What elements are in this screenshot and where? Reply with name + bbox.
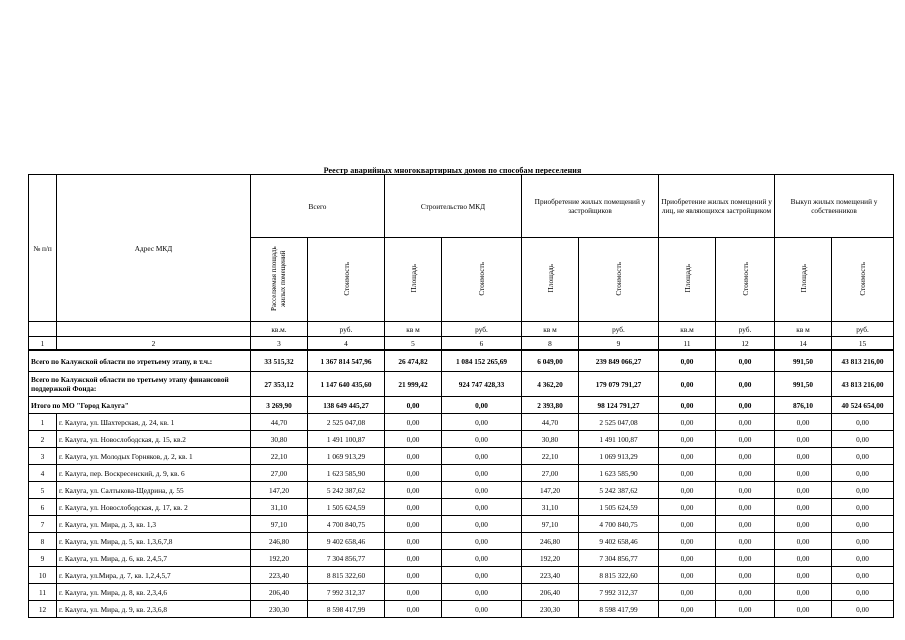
row-value-cell: 147,20 bbox=[251, 482, 308, 499]
row-value-cell: 9 402 658,46 bbox=[308, 533, 385, 550]
table-row bbox=[29, 414, 894, 431]
header-address: Адрес МКД bbox=[57, 175, 251, 322]
col-number: 2 bbox=[57, 337, 251, 351]
row-value-cell: 0,00 bbox=[659, 499, 716, 516]
total-value-cell: 43 813 216,00 bbox=[832, 350, 894, 372]
total-value-cell: 1 084 152 265,69 bbox=[442, 350, 522, 372]
row-value-cell: 206,40 bbox=[522, 584, 579, 601]
total-value-cell: 876,10 bbox=[775, 397, 832, 414]
row-value-cell: 0,00 bbox=[442, 482, 522, 499]
col-number: 12 bbox=[716, 337, 775, 351]
row-value-cell: 8 815 322,60 bbox=[579, 567, 659, 584]
row-number: 2 bbox=[29, 431, 57, 448]
row-value-cell: 0,00 bbox=[716, 465, 775, 482]
row-value-cell: 22,10 bbox=[522, 448, 579, 465]
row-value-cell: 192,20 bbox=[251, 550, 308, 567]
row-value-cell: 0,00 bbox=[775, 516, 832, 533]
row-value-cell: 0,00 bbox=[832, 465, 894, 482]
row-value-cell: 44,70 bbox=[251, 414, 308, 431]
row-address: г. Калуга, ул. Мира, д. 9, кв. 2,3,6,8 bbox=[57, 601, 251, 618]
col-number: 5 bbox=[385, 337, 442, 351]
total-value-cell: 0,00 bbox=[442, 397, 522, 414]
row-value-cell: 230,30 bbox=[522, 601, 579, 618]
total-value-cell: 6 049,00 bbox=[522, 350, 579, 372]
row-value-cell: 0,00 bbox=[385, 431, 442, 448]
row-value-cell: 2 525 047,08 bbox=[308, 414, 385, 431]
row-value-cell: 0,00 bbox=[442, 414, 522, 431]
row-value-cell: 0,00 bbox=[442, 550, 522, 567]
col-number: 11 bbox=[659, 337, 716, 351]
row-address: г. Калуга, ул. Мира, д. 5, кв. 1,3,6,7,8 bbox=[57, 533, 251, 550]
col-number: 9 bbox=[579, 337, 659, 351]
row-value-cell: 2 525 047,08 bbox=[579, 414, 659, 431]
row-value-cell: 7 992 312,37 bbox=[308, 584, 385, 601]
table-row bbox=[29, 533, 894, 550]
table-row bbox=[29, 550, 894, 567]
header-developer-cost: Стоимость bbox=[579, 238, 659, 322]
row-number: 7 bbox=[29, 516, 57, 533]
total-value-cell: 3 269,90 bbox=[251, 397, 308, 414]
row-value-cell: 0,00 bbox=[832, 584, 894, 601]
row-value-cell: 0,00 bbox=[775, 465, 832, 482]
row-value-cell: 9 402 658,46 bbox=[579, 533, 659, 550]
row-value-cell: 0,00 bbox=[832, 550, 894, 567]
row-address: г. Калуга, ул. Молодых Горняков, д. 2, кв. 1 bbox=[57, 448, 251, 465]
row-value-cell: 0,00 bbox=[659, 601, 716, 618]
row-value-cell: 0,00 bbox=[385, 550, 442, 567]
total-value-cell: 4 362,20 bbox=[522, 372, 579, 397]
total-row-label: Всего по Калужской области по этретьему этапу, в т.ч.: bbox=[29, 350, 251, 372]
total-value-cell: 0,00 bbox=[659, 397, 716, 414]
total-value-cell: 138 649 445,27 bbox=[308, 397, 385, 414]
row-value-cell: 7 304 856,77 bbox=[308, 550, 385, 567]
total-value-cell: 98 124 791,27 bbox=[579, 397, 659, 414]
header-construction-area: Площадь bbox=[385, 238, 442, 322]
row-value-cell: 0,00 bbox=[832, 516, 894, 533]
row-value-cell: 7 304 856,77 bbox=[579, 550, 659, 567]
header-developer-area: Площадь bbox=[522, 238, 579, 322]
header-group-row bbox=[29, 175, 894, 238]
row-value-cell: 0,00 bbox=[832, 601, 894, 618]
row-address: г. Калуга, ул. Салтыкова-Щедрина, д. 55 bbox=[57, 482, 251, 499]
total-value-cell: 2 393,80 bbox=[522, 397, 579, 414]
row-value-cell: 0,00 bbox=[775, 448, 832, 465]
unit-empty-no bbox=[29, 322, 57, 337]
table-row bbox=[29, 499, 894, 516]
row-value-cell: 97,10 bbox=[522, 516, 579, 533]
row-number: 4 bbox=[29, 465, 57, 482]
total-value-cell: 27 353,12 bbox=[251, 372, 308, 397]
row-value-cell: 0,00 bbox=[659, 482, 716, 499]
col-number: 15 bbox=[832, 337, 894, 351]
row-value-cell: 0,00 bbox=[385, 533, 442, 550]
total-value-cell: 26 474,82 bbox=[385, 350, 442, 372]
row-value-cell: 0,00 bbox=[659, 448, 716, 465]
unit-cell: кв м bbox=[522, 322, 579, 337]
row-value-cell: 0,00 bbox=[442, 584, 522, 601]
row-number: 1 bbox=[29, 414, 57, 431]
row-value-cell: 0,00 bbox=[716, 567, 775, 584]
total-value-cell: 1 147 640 435,60 bbox=[308, 372, 385, 397]
total-value-cell: 179 079 791,27 bbox=[579, 372, 659, 397]
row-value-cell: 0,00 bbox=[659, 533, 716, 550]
row-address: г. Калуга, пер. Воскресенский, д. 9, кв. 6 bbox=[57, 465, 251, 482]
row-value-cell: 31,10 bbox=[522, 499, 579, 516]
row-value-cell: 0,00 bbox=[775, 567, 832, 584]
row-number: 9 bbox=[29, 550, 57, 567]
row-value-cell: 5 242 387,62 bbox=[308, 482, 385, 499]
registry-table bbox=[28, 174, 894, 618]
table-row bbox=[29, 516, 894, 533]
row-value-cell: 7 992 312,37 bbox=[579, 584, 659, 601]
row-value-cell: 0,00 bbox=[716, 431, 775, 448]
row-value-cell: 0,00 bbox=[659, 584, 716, 601]
total-row-label: Всего по Калужской области по третьему этапу финансовой поддержкой Фонда: bbox=[29, 372, 251, 397]
row-address: г. Калуга, ул. Шахтерская, д. 24, кв. 1 bbox=[57, 414, 251, 431]
row-value-cell: 0,00 bbox=[832, 482, 894, 499]
row-value-cell: 97,10 bbox=[251, 516, 308, 533]
table-row bbox=[29, 584, 894, 601]
total-value-cell: 33 515,32 bbox=[251, 350, 308, 372]
header-non-developer-cost: Стоимость bbox=[716, 238, 775, 322]
row-value-cell: 31,10 bbox=[251, 499, 308, 516]
header-resettled-area: Расселяемая площадь жилых помещений bbox=[251, 238, 308, 322]
row-value-cell: 0,00 bbox=[716, 550, 775, 567]
row-value-cell: 0,00 bbox=[716, 414, 775, 431]
unit-cell: кв м bbox=[385, 322, 442, 337]
row-value-cell: 0,00 bbox=[659, 516, 716, 533]
col-number: 6 bbox=[442, 337, 522, 351]
row-value-cell: 4 700 840,75 bbox=[579, 516, 659, 533]
row-value-cell: 0,00 bbox=[385, 567, 442, 584]
row-value-cell: 0,00 bbox=[775, 601, 832, 618]
total-row bbox=[29, 397, 894, 414]
row-value-cell: 1 623 585,90 bbox=[308, 465, 385, 482]
row-value-cell: 0,00 bbox=[775, 584, 832, 601]
row-value-cell: 0,00 bbox=[832, 567, 894, 584]
row-value-cell: 0,00 bbox=[385, 584, 442, 601]
row-address: г. Калуга, ул. Мира, д. 6, кв. 2,4,5,7 bbox=[57, 550, 251, 567]
row-value-cell: 192,20 bbox=[522, 550, 579, 567]
total-row-label: Итого по МО "Город Калуга" bbox=[29, 397, 251, 414]
row-value-cell: 0,00 bbox=[716, 448, 775, 465]
row-value-cell: 223,40 bbox=[522, 567, 579, 584]
col-number: 8 bbox=[522, 337, 579, 351]
row-value-cell: 1 505 624,59 bbox=[308, 499, 385, 516]
unit-cell: руб. bbox=[308, 322, 385, 337]
row-value-cell: 0,00 bbox=[442, 533, 522, 550]
total-value-cell: 991,50 bbox=[775, 372, 832, 397]
row-value-cell: 8 598 417,99 bbox=[308, 601, 385, 618]
document-title: Реестр аварийных многоквартирных домов по способам переселения bbox=[323, 166, 582, 175]
total-value-cell: 0,00 bbox=[716, 372, 775, 397]
row-address: г. Калуга, ул. Мира, д. 3, кв. 1,3 bbox=[57, 516, 251, 533]
row-value-cell: 0,00 bbox=[385, 516, 442, 533]
header-group-buyout: Выкуп жилых помещений у собственников bbox=[775, 175, 894, 238]
row-value-cell: 246,80 bbox=[522, 533, 579, 550]
row-value-cell: 246,80 bbox=[251, 533, 308, 550]
unit-cell: руб. bbox=[579, 322, 659, 337]
row-value-cell: 4 700 840,75 bbox=[308, 516, 385, 533]
unit-cell: кв.м bbox=[659, 322, 716, 337]
table-row bbox=[29, 431, 894, 448]
row-address: г. Калуга, ул. Новослободская, д. 15, кв.2 bbox=[57, 431, 251, 448]
row-number: 3 bbox=[29, 448, 57, 465]
unit-cell: руб. bbox=[832, 322, 894, 337]
total-value-cell: 43 813 216,00 bbox=[832, 372, 894, 397]
row-value-cell: 8 598 417,99 bbox=[579, 601, 659, 618]
col-number: 4 bbox=[308, 337, 385, 351]
row-value-cell: 8 815 322,60 bbox=[308, 567, 385, 584]
row-value-cell: 0,00 bbox=[832, 448, 894, 465]
header-numbers-row bbox=[29, 337, 894, 351]
row-value-cell: 0,00 bbox=[775, 533, 832, 550]
row-value-cell: 0,00 bbox=[659, 550, 716, 567]
row-address: г. Калуга, ул.Мира, д. 7, кв. 1,2,4,5,7 bbox=[57, 567, 251, 584]
total-value-cell: 1 367 814 547,96 bbox=[308, 350, 385, 372]
row-value-cell: 0,00 bbox=[385, 482, 442, 499]
row-value-cell: 0,00 bbox=[442, 448, 522, 465]
total-value-cell: 991,50 bbox=[775, 350, 832, 372]
header-group-non-developer: Приобретение жилых помещений у лиц, не являющихся застройщиком bbox=[659, 175, 775, 238]
row-value-cell: 0,00 bbox=[832, 414, 894, 431]
header-group-total: Всего bbox=[251, 175, 385, 238]
header-group-developer: Приобретение жилых помещений у застройщиков bbox=[522, 175, 659, 238]
header-units-row bbox=[29, 322, 894, 337]
row-address: г. Калуга, ул. Мира, д. 8, кв. 2,3,4,6 bbox=[57, 584, 251, 601]
row-value-cell: 0,00 bbox=[832, 431, 894, 448]
row-value-cell: 0,00 bbox=[716, 482, 775, 499]
row-value-cell: 0,00 bbox=[385, 499, 442, 516]
row-value-cell: 0,00 bbox=[716, 533, 775, 550]
row-value-cell: 0,00 bbox=[385, 601, 442, 618]
unit-cell: руб. bbox=[716, 322, 775, 337]
col-number: 3 bbox=[251, 337, 308, 351]
col-number: 14 bbox=[775, 337, 832, 351]
total-value-cell: 0,00 bbox=[716, 397, 775, 414]
row-value-cell: 0,00 bbox=[659, 414, 716, 431]
row-value-cell: 27,00 bbox=[251, 465, 308, 482]
header-buyout-area: Площадь bbox=[775, 238, 832, 322]
row-number: 12 bbox=[29, 601, 57, 618]
row-value-cell: 0,00 bbox=[716, 516, 775, 533]
row-value-cell: 0,00 bbox=[716, 584, 775, 601]
header-no: № п/п bbox=[29, 175, 57, 322]
total-value-cell: 0,00 bbox=[659, 350, 716, 372]
row-value-cell: 1 623 585,90 bbox=[579, 465, 659, 482]
row-number: 5 bbox=[29, 482, 57, 499]
row-value-cell: 0,00 bbox=[659, 431, 716, 448]
row-value-cell: 206,40 bbox=[251, 584, 308, 601]
table-row bbox=[29, 448, 894, 465]
unit-cell: руб. bbox=[442, 322, 522, 337]
row-number: 10 bbox=[29, 567, 57, 584]
row-value-cell: 0,00 bbox=[832, 533, 894, 550]
total-row bbox=[29, 372, 894, 397]
row-value-cell: 0,00 bbox=[442, 601, 522, 618]
header-construction-cost: Стоимость bbox=[442, 238, 522, 322]
row-value-cell: 0,00 bbox=[442, 567, 522, 584]
row-value-cell: 30,80 bbox=[251, 431, 308, 448]
row-value-cell: 0,00 bbox=[775, 499, 832, 516]
unit-cell: кв м bbox=[775, 322, 832, 337]
row-value-cell: 1 491 100,87 bbox=[308, 431, 385, 448]
row-value-cell: 230,30 bbox=[251, 601, 308, 618]
row-number: 6 bbox=[29, 499, 57, 516]
col-number: 1 bbox=[29, 337, 57, 351]
row-value-cell: 1 069 913,29 bbox=[579, 448, 659, 465]
row-value-cell: 0,00 bbox=[442, 516, 522, 533]
row-value-cell: 0,00 bbox=[385, 448, 442, 465]
header-buyout-cost: Стоимость bbox=[832, 238, 894, 322]
table-row bbox=[29, 482, 894, 499]
total-value-cell: 0,00 bbox=[659, 372, 716, 397]
header-non-developer-area: Площадь bbox=[659, 238, 716, 322]
total-value-cell: 924 747 428,33 bbox=[442, 372, 522, 397]
row-number: 11 bbox=[29, 584, 57, 601]
totals-section bbox=[29, 350, 894, 414]
header-group-construction: Строительство МКД bbox=[385, 175, 522, 238]
total-row bbox=[29, 350, 894, 372]
row-value-cell: 0,00 bbox=[659, 567, 716, 584]
row-address: г. Калуга, ул. Новослободская, д. 17, кв. 2 bbox=[57, 499, 251, 516]
row-value-cell: 0,00 bbox=[775, 482, 832, 499]
row-value-cell: 44,70 bbox=[522, 414, 579, 431]
total-value-cell: 40 524 654,00 bbox=[832, 397, 894, 414]
row-value-cell: 223,40 bbox=[251, 567, 308, 584]
row-value-cell: 30,80 bbox=[522, 431, 579, 448]
row-value-cell: 0,00 bbox=[442, 499, 522, 516]
row-value-cell: 1 505 624,59 bbox=[579, 499, 659, 516]
row-value-cell: 0,00 bbox=[832, 499, 894, 516]
unit-empty-address bbox=[57, 322, 251, 337]
table-row bbox=[29, 567, 894, 584]
table-row bbox=[29, 601, 894, 618]
row-value-cell: 0,00 bbox=[775, 431, 832, 448]
row-value-cell: 147,20 bbox=[522, 482, 579, 499]
row-value-cell: 0,00 bbox=[442, 465, 522, 482]
total-value-cell: 0,00 bbox=[716, 350, 775, 372]
row-number: 8 bbox=[29, 533, 57, 550]
row-value-cell: 0,00 bbox=[775, 414, 832, 431]
row-value-cell: 22,10 bbox=[251, 448, 308, 465]
table-row bbox=[29, 465, 894, 482]
row-value-cell: 5 242 387,62 bbox=[579, 482, 659, 499]
row-value-cell: 0,00 bbox=[659, 465, 716, 482]
row-value-cell: 0,00 bbox=[775, 550, 832, 567]
row-value-cell: 0,00 bbox=[385, 414, 442, 431]
row-value-cell: 0,00 bbox=[385, 465, 442, 482]
header-total-cost: Стоимость bbox=[308, 238, 385, 322]
row-value-cell: 1 491 100,87 bbox=[579, 431, 659, 448]
total-value-cell: 239 849 066,27 bbox=[579, 350, 659, 372]
unit-cell: кв.м. bbox=[251, 322, 308, 337]
row-value-cell: 27,00 bbox=[522, 465, 579, 482]
rows-section bbox=[29, 414, 894, 618]
row-value-cell: 0,00 bbox=[716, 601, 775, 618]
total-value-cell: 21 999,42 bbox=[385, 372, 442, 397]
total-value-cell: 0,00 bbox=[385, 397, 442, 414]
row-value-cell: 1 069 913,29 bbox=[308, 448, 385, 465]
row-value-cell: 0,00 bbox=[442, 431, 522, 448]
row-value-cell: 0,00 bbox=[716, 499, 775, 516]
